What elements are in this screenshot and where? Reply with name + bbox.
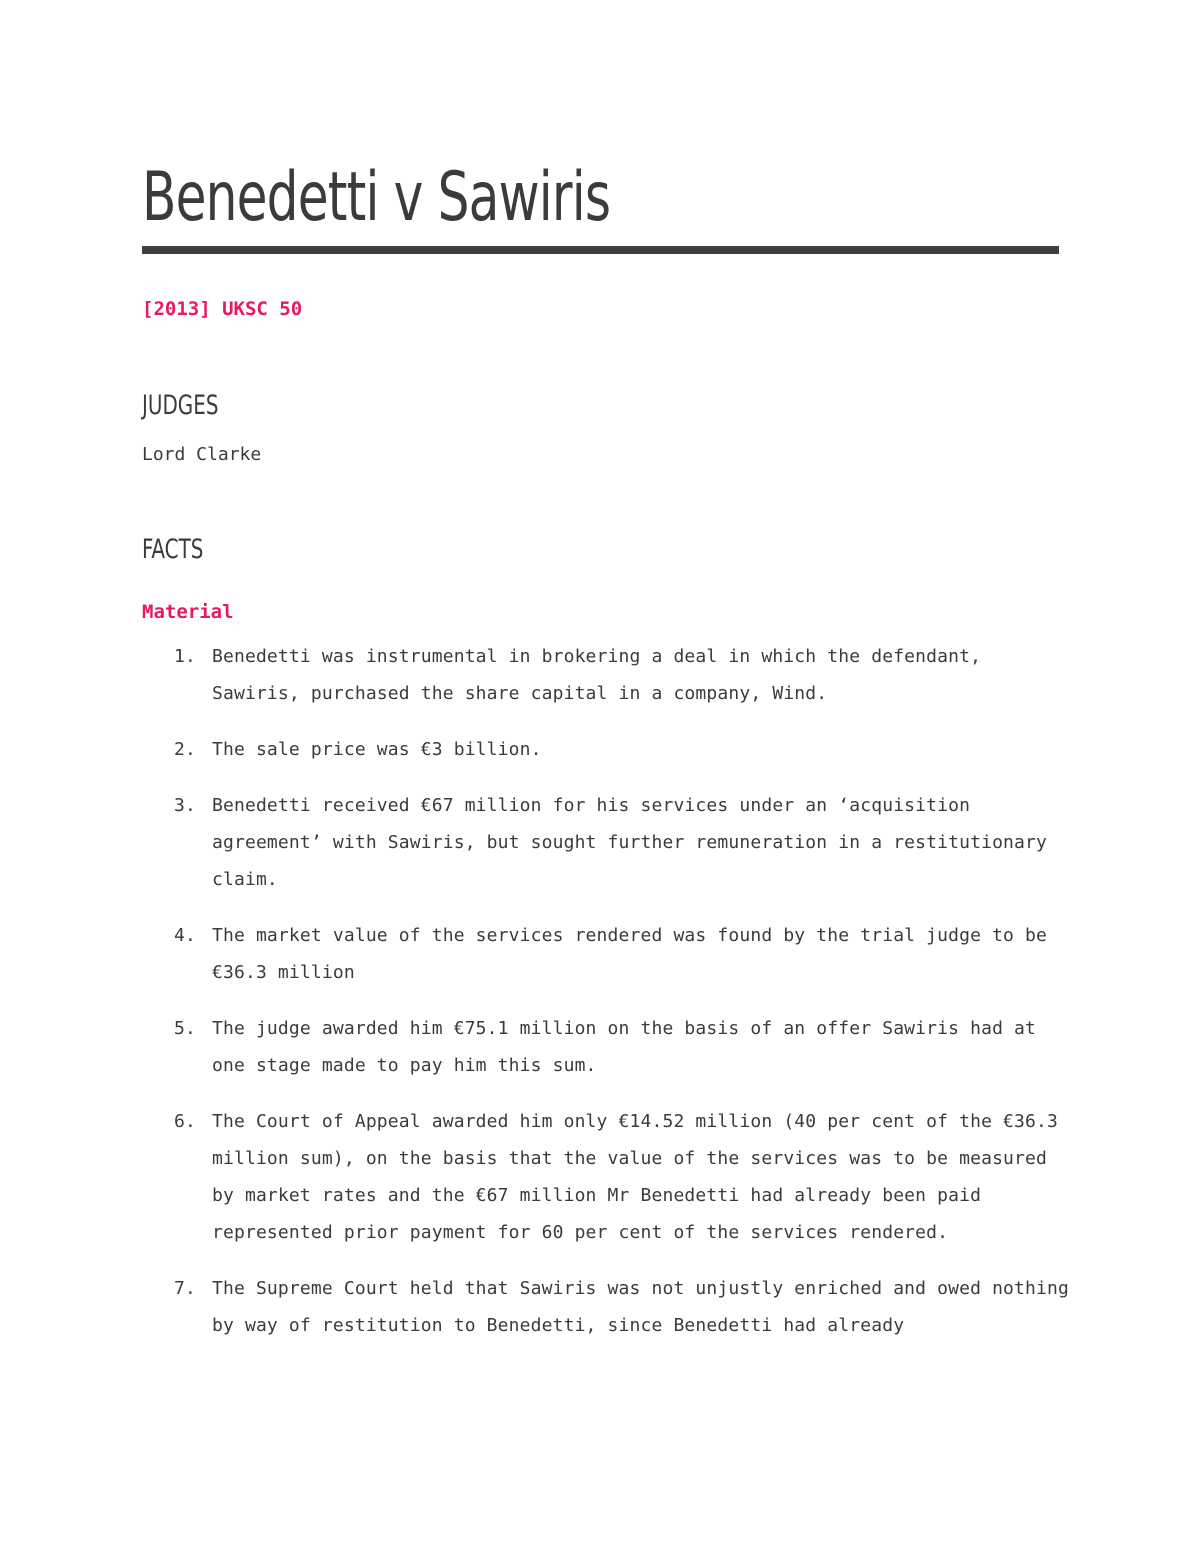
fact-item-3: [142, 787, 1072, 898]
fact-item-6: [142, 1103, 1072, 1251]
fact-text: Benedetti received €67 million for his services under an ‘acquisition agreement’ with Sawiris, but sought further remuneration in a restitutionary claim.: [212, 795, 1048, 890]
fact-item-4: [142, 917, 1072, 991]
fact-number: 7.: [174, 1278, 196, 1299]
fact-number: 5.: [174, 1018, 196, 1039]
fact-number: 1.: [174, 646, 196, 667]
fact-number: 3.: [174, 795, 196, 816]
fact-text: Benedetti was instrumental in brokering a deal in which the defendant, Sawiris, purchased the share capital in a company, Wind.: [212, 646, 982, 704]
fact-text: The Court of Appeal awarded him only €14.52 million (40 per cent of the €36.3 million sum), on the basis that the value of the services was to be measured by market rates and the €67 million Mr Benedetti had already been paid represented prior payment for 60 per cent of the services rendered.: [212, 1111, 1058, 1243]
fact-number: 4.: [174, 925, 196, 946]
title-divider: [142, 246, 1059, 254]
material-subheading: Material: [142, 601, 234, 623]
case-citation: [2013] UKSC 50: [142, 298, 303, 320]
judges-heading: JUDGES: [142, 390, 219, 421]
fact-item-2: [142, 731, 1072, 768]
fact-item-1: [142, 638, 1072, 712]
fact-number: 6.: [174, 1111, 196, 1132]
fact-text: The sale price was €3 billion.: [212, 739, 542, 760]
fact-text: The Supreme Court held that Sawiris was not unjustly enriched and owed nothing by way of restitution to Benedetti, since Benedetti had already: [212, 1278, 1069, 1336]
judge-name: Lord Clarke: [142, 444, 262, 465]
fact-item-7: [142, 1270, 1072, 1344]
facts-list: [142, 638, 1072, 1363]
fact-item-5: [142, 1010, 1072, 1084]
document-title: Benedetti v Sawiris: [142, 158, 611, 237]
facts-heading: FACTS: [142, 534, 204, 565]
fact-text: The market value of the services rendered was found by the trial judge to be €36.3 million: [212, 925, 1048, 983]
fact-number: 2.: [174, 739, 196, 760]
fact-text: The judge awarded him €75.1 million on the basis of an offer Sawiris had at one stage made to pay him this sum.: [212, 1018, 1037, 1076]
